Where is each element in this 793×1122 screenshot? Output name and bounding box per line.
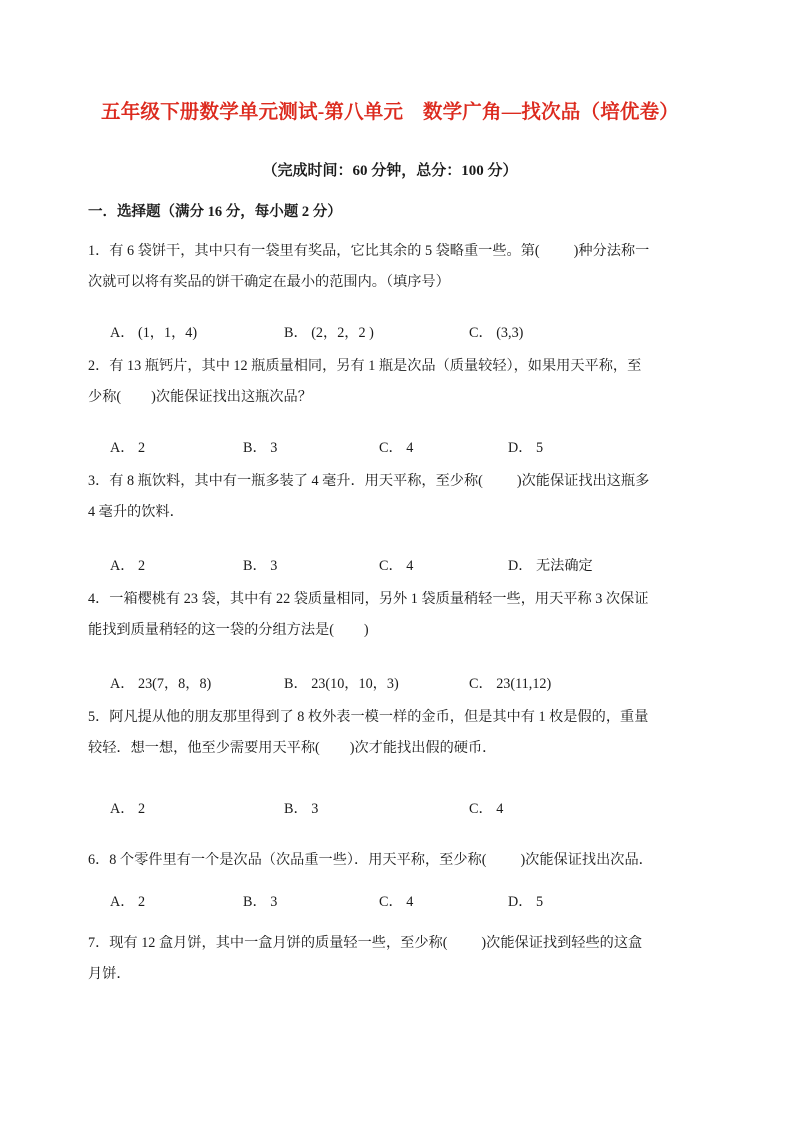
question-5-text-b: )次才能找出假的硬币． bbox=[349, 740, 497, 756]
question-5-line-2 bbox=[88, 733, 692, 764]
option-3-c[interactable]: C． 4 bbox=[379, 558, 414, 574]
option-5-c[interactable]: C． 4 bbox=[469, 801, 504, 817]
option-1-c[interactable]: C． (3,3) bbox=[469, 325, 524, 341]
option-2-c[interactable]: C． 4 bbox=[379, 440, 414, 456]
option-1-a[interactable]: A． (1，1，4) bbox=[110, 325, 198, 341]
question-5-text-a: 较轻．想一想，他至少需要用天平称( bbox=[88, 740, 320, 756]
question-5 bbox=[88, 702, 692, 764]
question-2-text-a: 少称( bbox=[88, 389, 122, 405]
question-3-line-2: 4 毫升的饮料． bbox=[88, 504, 184, 520]
question-7-text-b: )次能保证找到轻些的这盒 bbox=[481, 935, 643, 951]
page-title: 五年级下册数学单元测试-第八单元 数学广角—找次品（培优卷） bbox=[101, 102, 679, 123]
question-6 bbox=[88, 845, 692, 876]
option-4-c[interactable]: C． 23(11,12) bbox=[469, 676, 552, 692]
question-1 bbox=[88, 236, 692, 298]
question-4-line-1: 4．一箱樱桃有 23 袋，其中有 22 袋质量相同，另外 1 袋质量稍轻一些，用天平称 3 次保证 bbox=[88, 591, 649, 607]
section-heading-choice: 一．选择题（满分 16 分，每小题 2 分） bbox=[88, 204, 342, 220]
question-7 bbox=[88, 928, 692, 990]
question-1-line-2: 次就可以将有奖品的饼干确定在最小的范围内。（填序号） bbox=[88, 274, 450, 290]
option-6-b[interactable]: B． 3 bbox=[243, 894, 278, 910]
options-question-2 bbox=[88, 437, 692, 459]
question-3-text-a: 3．有 8 瓶饮料，其中有一瓶多装了 4 毫升．用天平称，至少称( bbox=[88, 473, 483, 489]
option-6-c[interactable]: C． 4 bbox=[379, 894, 414, 910]
question-2-line-1: 2．有 13 瓶钙片，其中 12 瓶质量相同，另有 1 瓶是次品（质量较轻），如果用天平称，至 bbox=[88, 358, 642, 374]
question-3-line-1 bbox=[88, 466, 692, 497]
option-1-b[interactable]: B． (2，2，2 ) bbox=[284, 325, 374, 341]
option-3-b[interactable]: B． 3 bbox=[243, 558, 278, 574]
options-question-3 bbox=[88, 555, 692, 577]
question-1-text-a: 1．有 6 袋饼干，其中只有一袋里有奖品，它比其余的 5 袋略重一些。第( bbox=[88, 243, 540, 259]
option-5-b[interactable]: B． 3 bbox=[284, 801, 319, 817]
question-4-text-b: ) bbox=[363, 622, 369, 638]
question-6-text-b: )次能保证找出次品． bbox=[520, 852, 653, 868]
options-question-6 bbox=[88, 891, 692, 913]
question-2 bbox=[88, 351, 692, 413]
question-7-line-1 bbox=[88, 928, 692, 959]
question-1-text-b: )种分法称一 bbox=[573, 243, 650, 259]
question-2-text-b: )次能保证找出这瓶次品？ bbox=[151, 389, 312, 405]
document-subtitle: （完成时间：60 分钟，总分：100 分） bbox=[262, 163, 518, 179]
question-4-line-2 bbox=[88, 615, 692, 646]
question-3-text-b: )次能保证找出这瓶多 bbox=[516, 473, 650, 489]
question-4-text-a: 能找到质量稍轻的这一袋的分组方法是( bbox=[88, 622, 334, 638]
option-6-d[interactable]: D． 5 bbox=[508, 894, 544, 910]
question-4 bbox=[88, 584, 692, 646]
question-1-line-1 bbox=[88, 236, 692, 267]
options-question-4 bbox=[88, 673, 692, 695]
option-6-a[interactable]: A． 2 bbox=[110, 894, 146, 910]
option-3-d[interactable]: D． 无法确定 bbox=[508, 558, 593, 574]
question-2-line-2 bbox=[88, 382, 692, 413]
options-question-5 bbox=[88, 798, 692, 820]
option-4-b[interactable]: B． 23(10，10，3) bbox=[284, 676, 399, 692]
question-6-text-a: 6．8 个零件里有一个是次品（次品重一些）．用天平称，至少称( bbox=[88, 852, 487, 868]
option-4-a[interactable]: A． 23(7，8，8) bbox=[110, 676, 212, 692]
option-2-b[interactable]: B． 3 bbox=[243, 440, 278, 456]
question-7-line-2: 月饼． bbox=[88, 966, 131, 982]
option-2-d[interactable]: D． 5 bbox=[508, 440, 544, 456]
question-6-line-1 bbox=[88, 845, 692, 876]
option-3-a[interactable]: A． 2 bbox=[110, 558, 146, 574]
option-2-a[interactable]: A． 2 bbox=[110, 440, 146, 456]
options-question-1 bbox=[88, 322, 692, 344]
question-7-text-a: 7．现有 12 盒月饼，其中一盒月饼的质量轻一些，至少称( bbox=[88, 935, 448, 951]
option-5-a[interactable]: A． 2 bbox=[110, 801, 146, 817]
question-3 bbox=[88, 466, 692, 528]
question-5-line-1: 5．阿凡提从他的朋友那里得到了 8 枚外表一模一样的金币，但是其中有 1 枚是假的，重量 bbox=[88, 709, 649, 725]
